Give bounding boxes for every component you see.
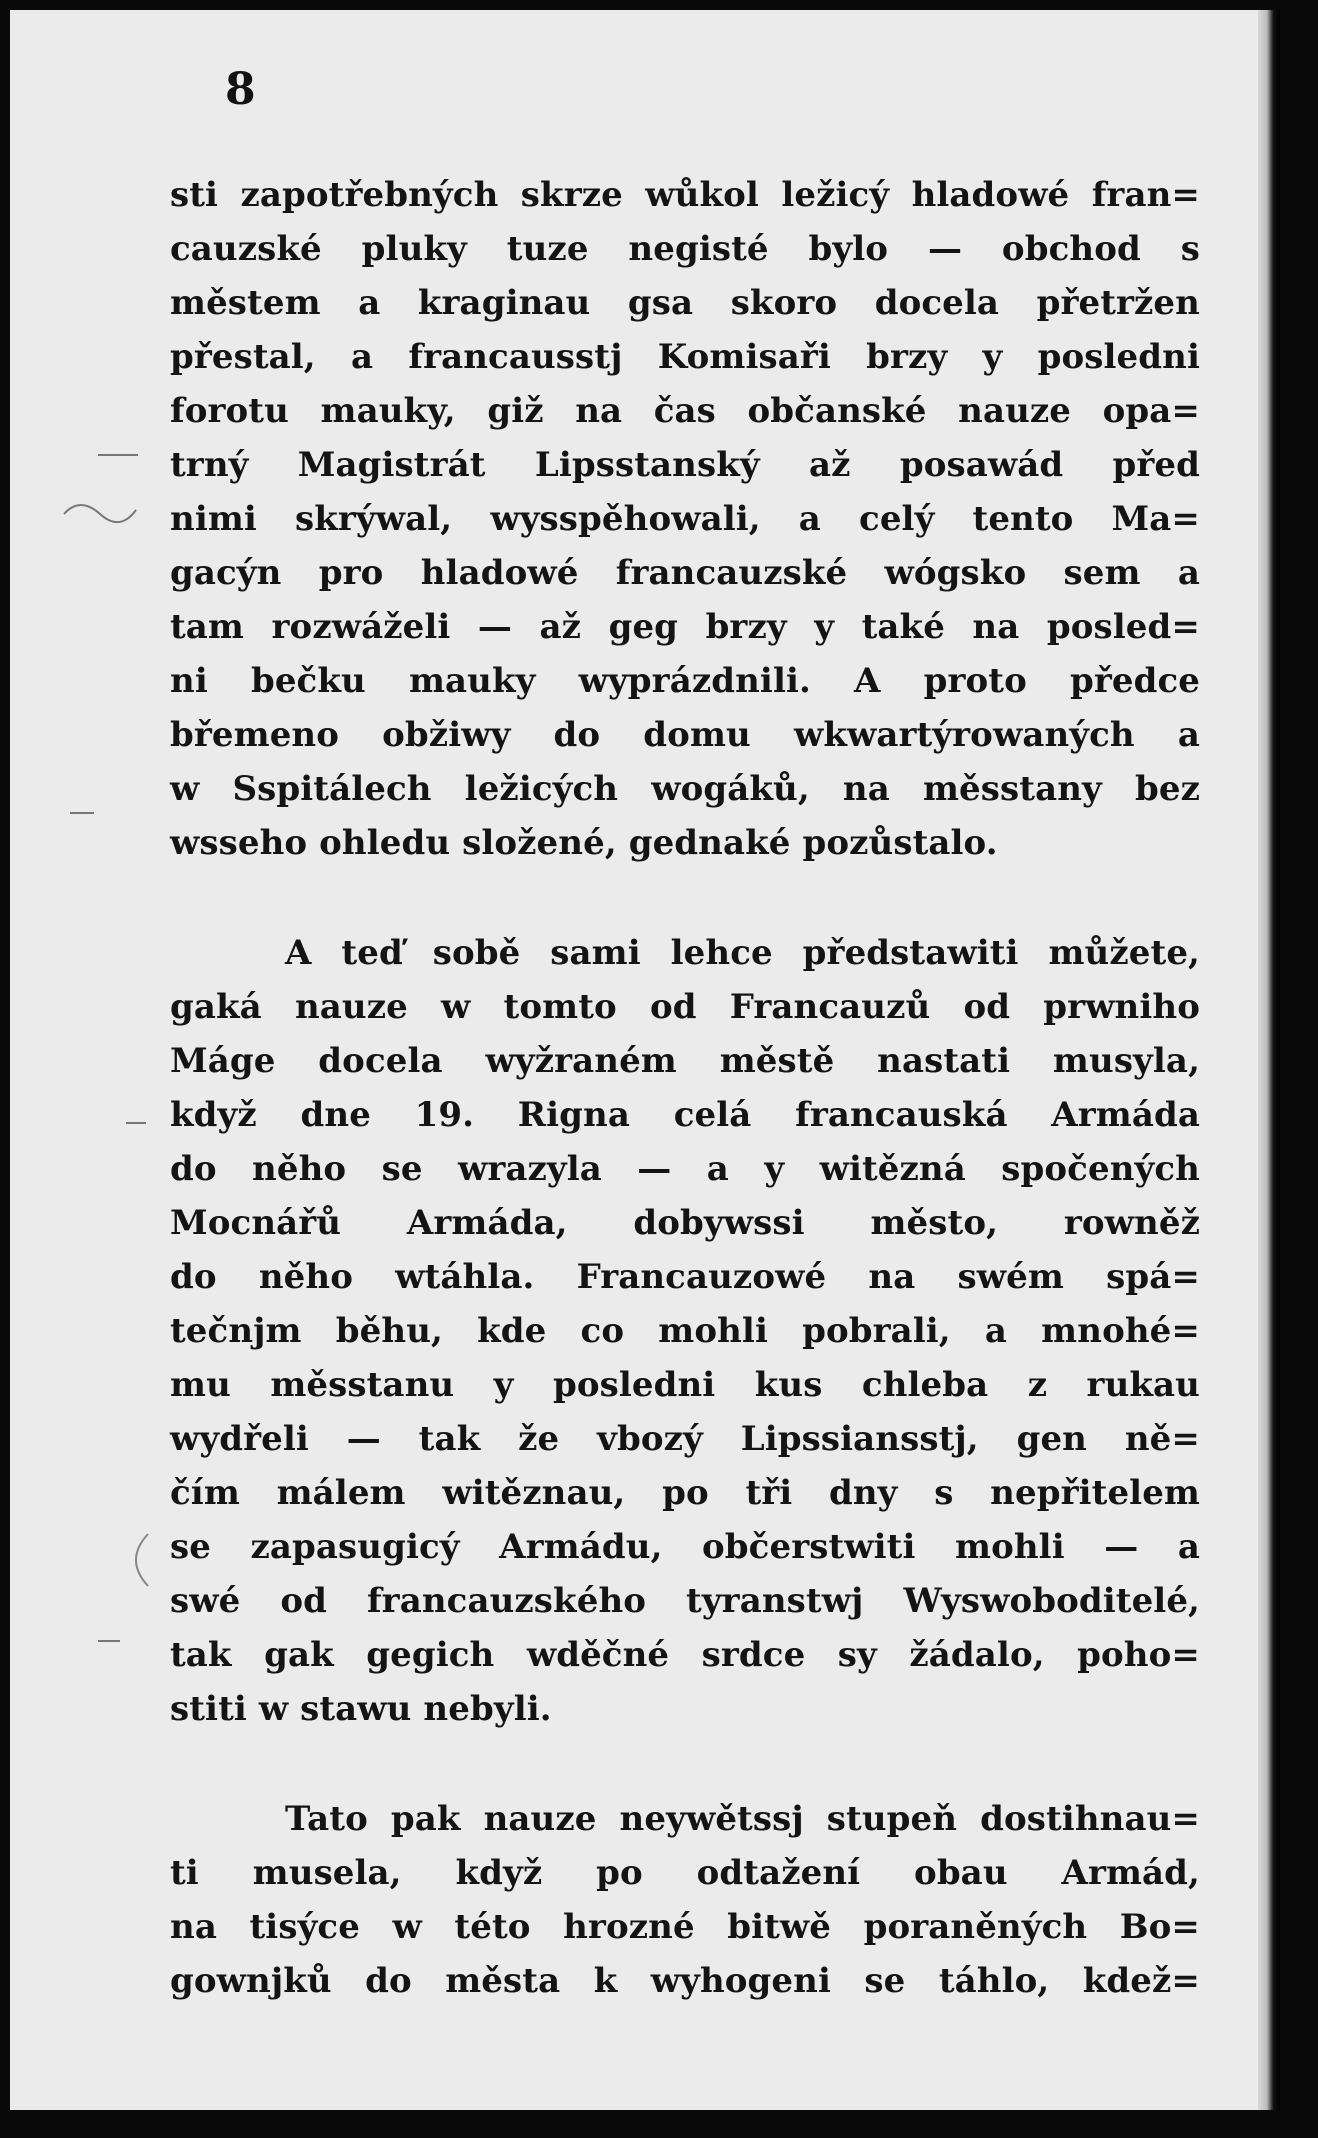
margin-curve-mark bbox=[60, 492, 140, 532]
margin-mark bbox=[70, 812, 94, 814]
text-line: ni bečku mauky wyprázdnili. A proto předce bbox=[170, 661, 1200, 701]
text-line: nimi skrýwal, wysspěhowali, a celý tento Ma= bbox=[170, 499, 1200, 539]
text-line: Máge docela wyžraném městě nastati musyla, bbox=[170, 1041, 1200, 1081]
text-line: břemeno obžiwy do domu wkwartýrowaných a bbox=[170, 715, 1200, 755]
text-line: městem a kraginau gsa skoro docela přetržen bbox=[170, 283, 1200, 323]
margin-curve-mark bbox=[122, 1530, 152, 1590]
text-line: tečnjm běhu, kde co mohli pobrali, a mnohé= bbox=[170, 1311, 1200, 1351]
text-line: wydřeli — tak že vbozý Lipssiansstj, gen ně= bbox=[170, 1419, 1200, 1459]
text-line: stiti w stawu nebyli. bbox=[170, 1689, 552, 1729]
page-edge-shadow bbox=[1258, 10, 1280, 2110]
paragraph-1 bbox=[170, 168, 1200, 870]
text-line: čím málem witěznau, po tři dny s nepřitelem bbox=[170, 1473, 1200, 1513]
margin-mark bbox=[98, 1640, 120, 1642]
text-line: na tisýce w této hrozné bitwě poraněných Bo= bbox=[170, 1907, 1200, 1947]
text-line: mu měsstanu y posledni kus chleba z rukau bbox=[170, 1365, 1200, 1405]
text-line: cauzské pluky tuze negisté bylo — obchod s bbox=[170, 229, 1200, 269]
text-line: se zapasugicý Armádu, občerstwiti mohli — a bbox=[170, 1527, 1200, 1567]
text-line: Tato pak nauze neywětssj stupeň dostihnau= bbox=[285, 1799, 1200, 1839]
text-line: wsseho ohledu složené, gednaké pozůstalo. bbox=[170, 823, 998, 863]
text-line: Mocnářů Armáda, dobywssi město, rowněž bbox=[170, 1203, 1200, 1243]
text-line: A teď sobě sami lehce předstawiti můžete, bbox=[285, 933, 1200, 973]
text-line: w Sspitálech ležicých wogáků, na měsstany bez bbox=[170, 769, 1200, 809]
text-line: trný Magistrát Lipsstanský až posawád před bbox=[170, 445, 1200, 485]
text-line: do něho wtáhla. Francauzowé na swém spá= bbox=[170, 1257, 1200, 1297]
text-line: gacýn pro hladowé francauzské wógsko sem a bbox=[170, 553, 1200, 593]
text-line: do něho se wrazyla — a y witězná spočených bbox=[170, 1149, 1200, 1189]
text-line: swé od francauzského tyranstwj Wyswoboditelé, bbox=[170, 1581, 1200, 1621]
margin-mark bbox=[98, 454, 138, 456]
text-line: sti zapotřebných skrze wůkol ležicý hladowé fran= bbox=[170, 175, 1200, 215]
text-line: ti musela, když po odtažení obau Armád, bbox=[170, 1853, 1200, 1893]
text-line: když dne 19. Rigna celá francauská Armáda bbox=[170, 1095, 1200, 1135]
paragraph-2 bbox=[170, 926, 1200, 1736]
text-line: gaká nauze w tomto od Francauzů od prwniho bbox=[170, 987, 1200, 1027]
text-line: tam rozwáželi — až geg brzy y také na posled= bbox=[170, 607, 1200, 647]
text-line: forotu mauky, giž na čas občanské nauze opa= bbox=[170, 391, 1200, 431]
text-line: přestal, a francausstj Komisaři brzy y posledni bbox=[170, 337, 1200, 377]
body-text bbox=[170, 168, 1200, 2008]
margin-mark bbox=[126, 1122, 146, 1124]
page-number: 8 bbox=[225, 64, 256, 115]
paragraph-3 bbox=[170, 1792, 1200, 2008]
text-line: tak gak gegich wděčné srdce sy žádalo, poho= bbox=[170, 1635, 1200, 1675]
book-page bbox=[10, 10, 1280, 2110]
text-line: gownjků do města k wyhogeni se táhlo, kdež= bbox=[170, 1961, 1200, 2001]
